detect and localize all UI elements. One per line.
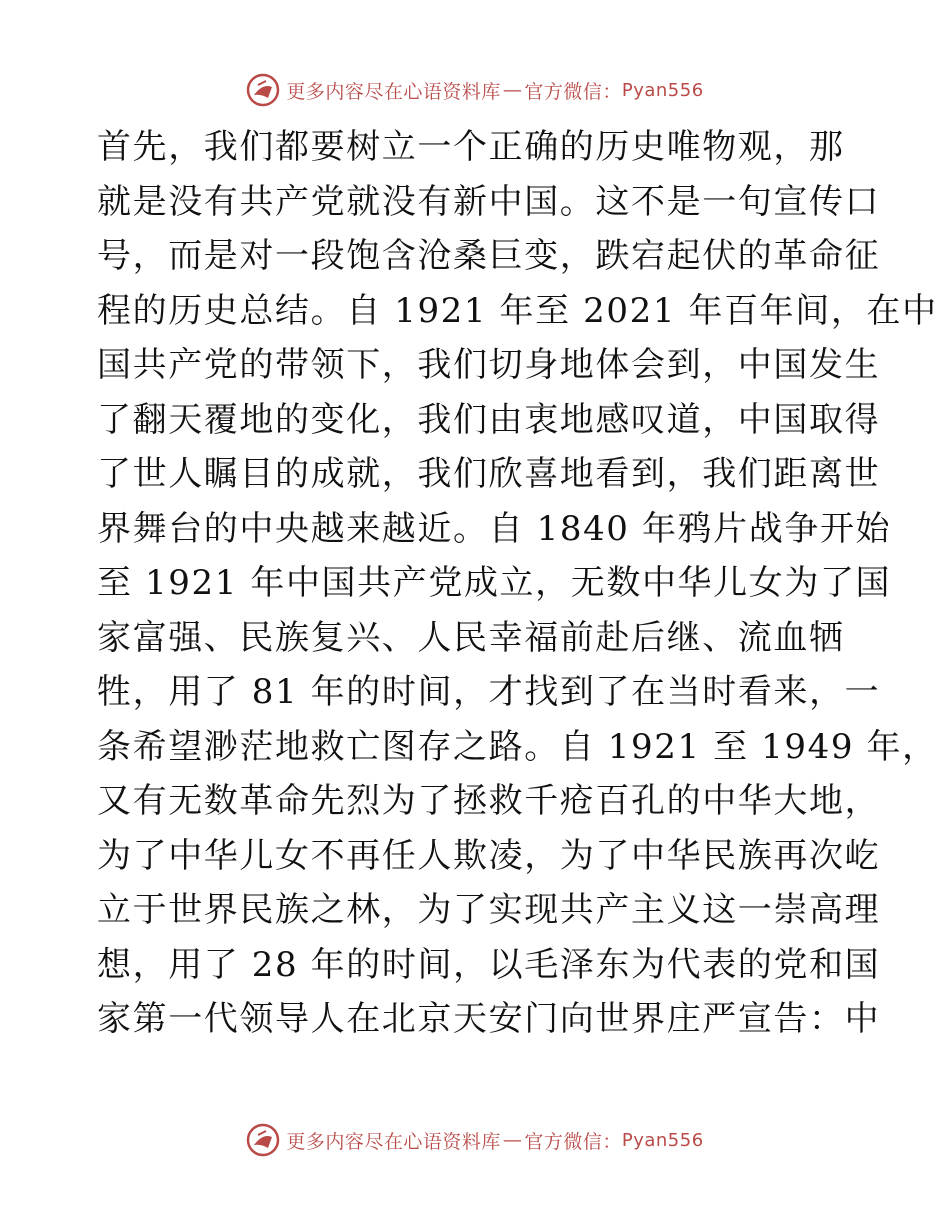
text-line: 界舞台的中央越来越近。自 1840 年鸦片战争开始 bbox=[97, 508, 892, 549]
text-line: 立于世界民族之林，为了实现共产主义这一崇高理 bbox=[97, 890, 881, 930]
text-line: 程的历史总结。自 1921 年至 2021 年百年间，在中 bbox=[97, 290, 938, 331]
text-line: 牲，用了 81 年的时间，才找到了在当时看来，一 bbox=[97, 672, 881, 712]
text-line: 了翻天覆地的变化，我们由衷地感叹道，中国取得 bbox=[97, 399, 881, 440]
text-line: 就是没有共产党就没有新中国。这不是一句宣传口 bbox=[97, 181, 881, 222]
footer-watermark bbox=[0, 1120, 950, 1160]
text-line: 想，用了 28 年的时间，以毛泽东为代表的党和国 bbox=[97, 944, 881, 985]
text-line: 条希望渺茫地救亡图存之路。自 1921 至 1949 年， bbox=[97, 726, 938, 767]
text-line: 了世人瞩目的成就，我们欣喜地看到，我们距离世 bbox=[97, 454, 881, 494]
watermark-wechat-id: Pyan556 bbox=[621, 1129, 704, 1151]
watermark-wechat-id: Pyan556 bbox=[621, 79, 704, 101]
text-line: 国共产党的带领下，我们切身地体会到，中国发生 bbox=[97, 345, 881, 385]
book-logo-icon bbox=[246, 73, 280, 107]
watermark-separator: — bbox=[502, 79, 523, 101]
text-line: 家富强、民族复兴、人民幸福前赴后继、流血牺 bbox=[97, 617, 845, 658]
book-logo-icon bbox=[246, 1123, 280, 1157]
text-line: 号，而是对一段饱含沧桑巨变，跌宕起伏的革命征 bbox=[97, 236, 881, 276]
text-line: 为了中华儿女不再任人欺凌，为了中华民族再次屹 bbox=[97, 835, 881, 876]
text-line: 家第一代领导人在北京天安门向世界庄严宣告：中 bbox=[97, 999, 881, 1039]
watermark-site-text: 更多内容尽在心语资料库 bbox=[286, 80, 501, 103]
text-line: 又有无数革命先烈为了拯救千疮百孔的中华大地， bbox=[97, 781, 881, 821]
text-line: 首先，我们都要树立一个正确的历史唯物观，那 bbox=[97, 127, 845, 167]
header-watermark bbox=[0, 70, 950, 110]
watermark-site-text: 更多内容尽在心语资料库 bbox=[286, 1130, 501, 1153]
watermark-wechat-label: 官方微信： bbox=[524, 1130, 622, 1153]
text-line: 至 1921 年中国共产党成立，无数中华儿女为了国 bbox=[97, 563, 892, 603]
body-paragraph bbox=[97, 120, 938, 1047]
watermark-separator: — bbox=[502, 1129, 523, 1151]
watermark-wechat-label: 官方微信： bbox=[524, 80, 622, 103]
